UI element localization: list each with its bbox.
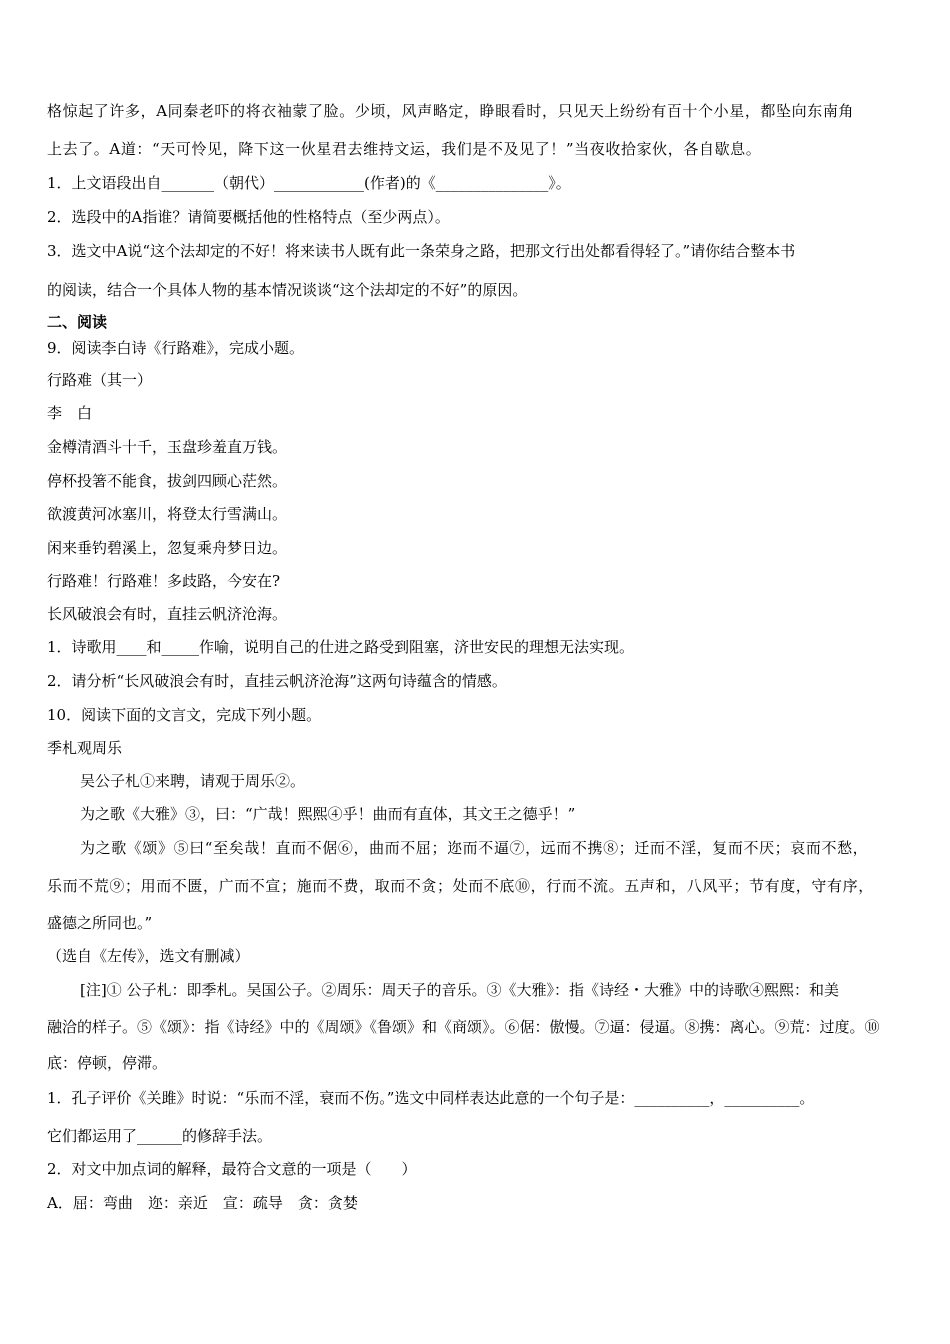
- text-line: 为之歌《大雅》③，曰：“广哉！熙熙④乎！曲而有直体，其文王之德乎！”: [80, 805, 576, 823]
- poem-title: 行路难（其一）: [47, 371, 153, 389]
- text-line: 乐而不荒⑨；用而不匮，广而不宣；施而不费，取而不贪；处而不底⑩，行而不流。五声和，八风平；节有度，守有序，: [47, 877, 874, 895]
- question-9-1: 1．诗歌用____和_____作喻，说明自己的仕进之路受到阻塞，济世安民的理想无法实现。: [47, 638, 635, 656]
- poem-line: 欲渡黄河冰塞川，将登太行雪满山。: [47, 505, 288, 523]
- passage-line: 格惊起了许多，A同秦老吓的将衣袖蒙了脸。少顷，风声略定，睁眼看时，只见天上纷纷有百十个小星，都坠向东南角: [47, 102, 855, 120]
- question-10-2: 2．对文中加点词的解释，最符合文意的一项是（ ）: [47, 1160, 417, 1178]
- text-title: 季札观周乐: [47, 739, 123, 757]
- annotation-line: 融洽的样子。⑤《颂》：指《诗经》中的《周颂》《鲁颂》和《商颂》。⑥倨：傲慢。⑦逼：侵逼。⑧携：离心。⑨荒：过度。⑩: [47, 1018, 880, 1036]
- poem-line: 金樽清酒斗十千，玉盘珍羞直万钱。: [47, 438, 288, 456]
- poem-line: 长风破浪会有时，直挂云帆济沧海。: [47, 605, 288, 623]
- question-3-cont: 的阅读，结合一个具体人物的基本情况谈谈“这个法却定的不好”的原因。: [47, 281, 528, 299]
- poem-line: 行路难！行路难！多歧路，今安在?: [47, 572, 281, 590]
- passage-line: 上去了。A道：“天可怜见，降下这一伙星君去维持文运，我们是不及见了！”当夜收拾家伙，各自歇息。: [47, 140, 762, 158]
- question-9-2: 2．请分析“长风破浪会有时，直挂云帆济沧海”这两句诗蕴含的情感。: [47, 672, 507, 690]
- question-3: 3．选文中A说“这个法却定的不好！将来读书人既有此一条荣身之路，把那文行出处都看得轻了。”请你结合整本书: [47, 242, 796, 260]
- source-note: （选自《左传》，选文有删减）: [47, 947, 250, 965]
- annotation-line: 底：停顿，停滞。: [47, 1054, 168, 1072]
- option-a: A．屈：弯曲 迩：亲近 宣：疏导 贪：贪婪: [47, 1194, 358, 1212]
- question-2: 2．选段中的A指谁？请简要概括他的性格特点（至少两点）。: [47, 208, 450, 226]
- question-10-1-cont: 它们都运用了______的修辞手法。: [47, 1127, 273, 1145]
- annotation-line: [注]① 公子札：即季札。吴国公子。②周乐：周天子的音乐。③《大雅》：指《诗经・大雅》中的诗歌④熙熙：和美: [80, 981, 839, 999]
- question-10-1: 1．孔子评价《关雎》时说：“乐而不淫，衰而不伤。”选文中同样表达此意的一个句子是：__________，__________。: [47, 1089, 815, 1107]
- text-line: 为之歌《颂》⑤曰“至矣哉！直而不倨⑥，曲而不屈；迩而不逼⑦，远而不携⑧；迁而不淫，复而不厌；哀而不愁，: [80, 839, 869, 857]
- section-heading: 二、阅读: [47, 313, 108, 331]
- poem-line: 闲来垂钓碧溪上，忽复乘舟梦日边。: [47, 539, 288, 557]
- question-10-title: 10．阅读下面的文言文，完成下列小题。: [47, 706, 322, 724]
- text-line: 盛德之所同也。”: [47, 914, 153, 932]
- poem-line: 停杯投箸不能食，拔剑四顾心茫然。: [47, 472, 288, 490]
- question-1: 1．上文语段出自_______（朝代）____________(作者)的《_______________》。: [47, 174, 571, 192]
- text-line: 吴公子札①来聘，请观于周乐②。: [80, 772, 306, 790]
- poem-author: 李 白: [47, 404, 93, 422]
- question-9-title: 9．阅读李白诗《行路难》，完成小题。: [47, 339, 305, 357]
